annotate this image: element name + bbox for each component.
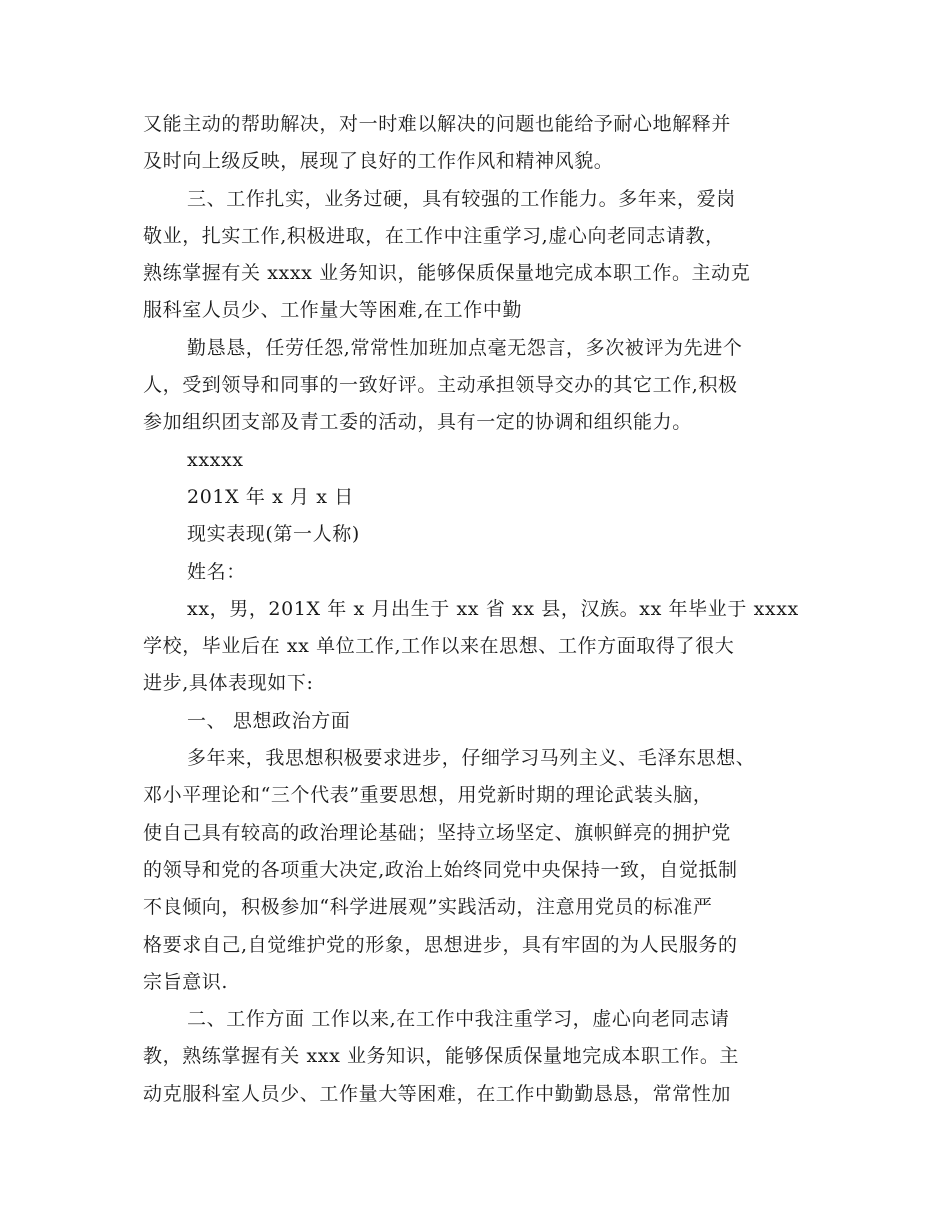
text-line: 的领导和党的各项重大决定,政治上始终同党中央保持一致，自觉抵制 xyxy=(143,858,738,881)
paragraph xyxy=(143,703,808,740)
text-line: 教，熟练掌握有关 xxx 业务知识，能够保质保量地完成本职工作。主 xyxy=(143,1045,740,1068)
text-line: 又能主动的帮助解决，对一时难以解决的问题也能给予耐心地解释并 xyxy=(143,113,732,135)
paragraph xyxy=(143,554,808,591)
text-line: 一、 思想政治方面 xyxy=(187,709,351,732)
text-line: 201X 年 x 月 x 日 xyxy=(187,485,354,508)
text-line: 学校，毕业后在 xx 单位工作,工作以来在思想、工作方面取得了很大 xyxy=(143,635,735,658)
text-line: 进步,具体表现如下: xyxy=(143,672,314,695)
text-line: 现实表现(第一人称) xyxy=(187,523,360,546)
paragraph xyxy=(143,591,808,703)
paragraph xyxy=(143,330,808,442)
text-line: 姓名： xyxy=(187,560,246,583)
text-line: xx，男，201X 年 x 月出生于 xx 省 xx 县，汉族。xx 年毕业于 xxxx xyxy=(187,597,799,620)
text-line: 及时向上级反映，展现了良好的工作作风和精神风貌。 xyxy=(143,150,614,173)
text-line: 二、工作方面 工作以来,在工作中我注重学习，虚心向老同志请 xyxy=(187,1008,730,1031)
text-line: 动克服科室人员少、工作量大等困难，在工作中勤勤恳恳，常常性加 xyxy=(143,1082,732,1105)
text-line: 宗旨意识. xyxy=(143,970,229,993)
text-line: 熟练掌握有关 xxxx 业务知识，能够保质保量地完成本职工作。主动克 xyxy=(143,262,751,285)
paragraph xyxy=(143,740,808,1001)
text-line: xxxxx xyxy=(187,448,244,471)
text-line: 格要求自己,自觉维护党的形象，思想进步，具有牢固的为人民服务的 xyxy=(143,933,738,956)
text-line: 三、工作扎实，业务过硬，具有较强的工作能力。多年来，爱岗 xyxy=(187,187,736,210)
text-line: 使自己具有较高的政治理论基础；坚持立场坚定、旗帜鲜亮的拥护党 xyxy=(143,821,732,844)
text-line: 人，受到领导和同事的一致好评。主动承担领导交办的其它工作,积极 xyxy=(143,374,738,397)
text-line: 邓小平理论和“三个代表”重要思想，用党新时期的理论武装头脑， xyxy=(143,784,713,807)
paragraph xyxy=(143,181,808,330)
text-line: 勤恳恳，任劳任怨,常常性加班加点毫无怨言，多次被评为先进个 xyxy=(187,336,743,359)
paragraph xyxy=(143,442,808,479)
text-line: 参加组织团支部及青工委的活动，具有一定的协调和组织能力。 xyxy=(143,411,692,434)
paragraph xyxy=(143,106,808,181)
paragraph xyxy=(143,479,808,516)
text-line: 敬业，扎实工作,积极进取，在工作中注重学习,虚心向老同志请教， xyxy=(143,224,725,247)
text-line: 多年来，我思想积极要求进步，仔细学习马列主义、毛泽东思想、 xyxy=(187,747,756,770)
text-line: 不良倾向，积极参加“科学进展观”实践活动，注意用党员的标准严 xyxy=(143,896,713,919)
paragraph xyxy=(143,516,808,553)
text-line: 服科室人员少、工作量大等困难,在工作中勤 xyxy=(143,299,523,322)
document-body xyxy=(143,106,808,1113)
paragraph xyxy=(143,1001,808,1113)
